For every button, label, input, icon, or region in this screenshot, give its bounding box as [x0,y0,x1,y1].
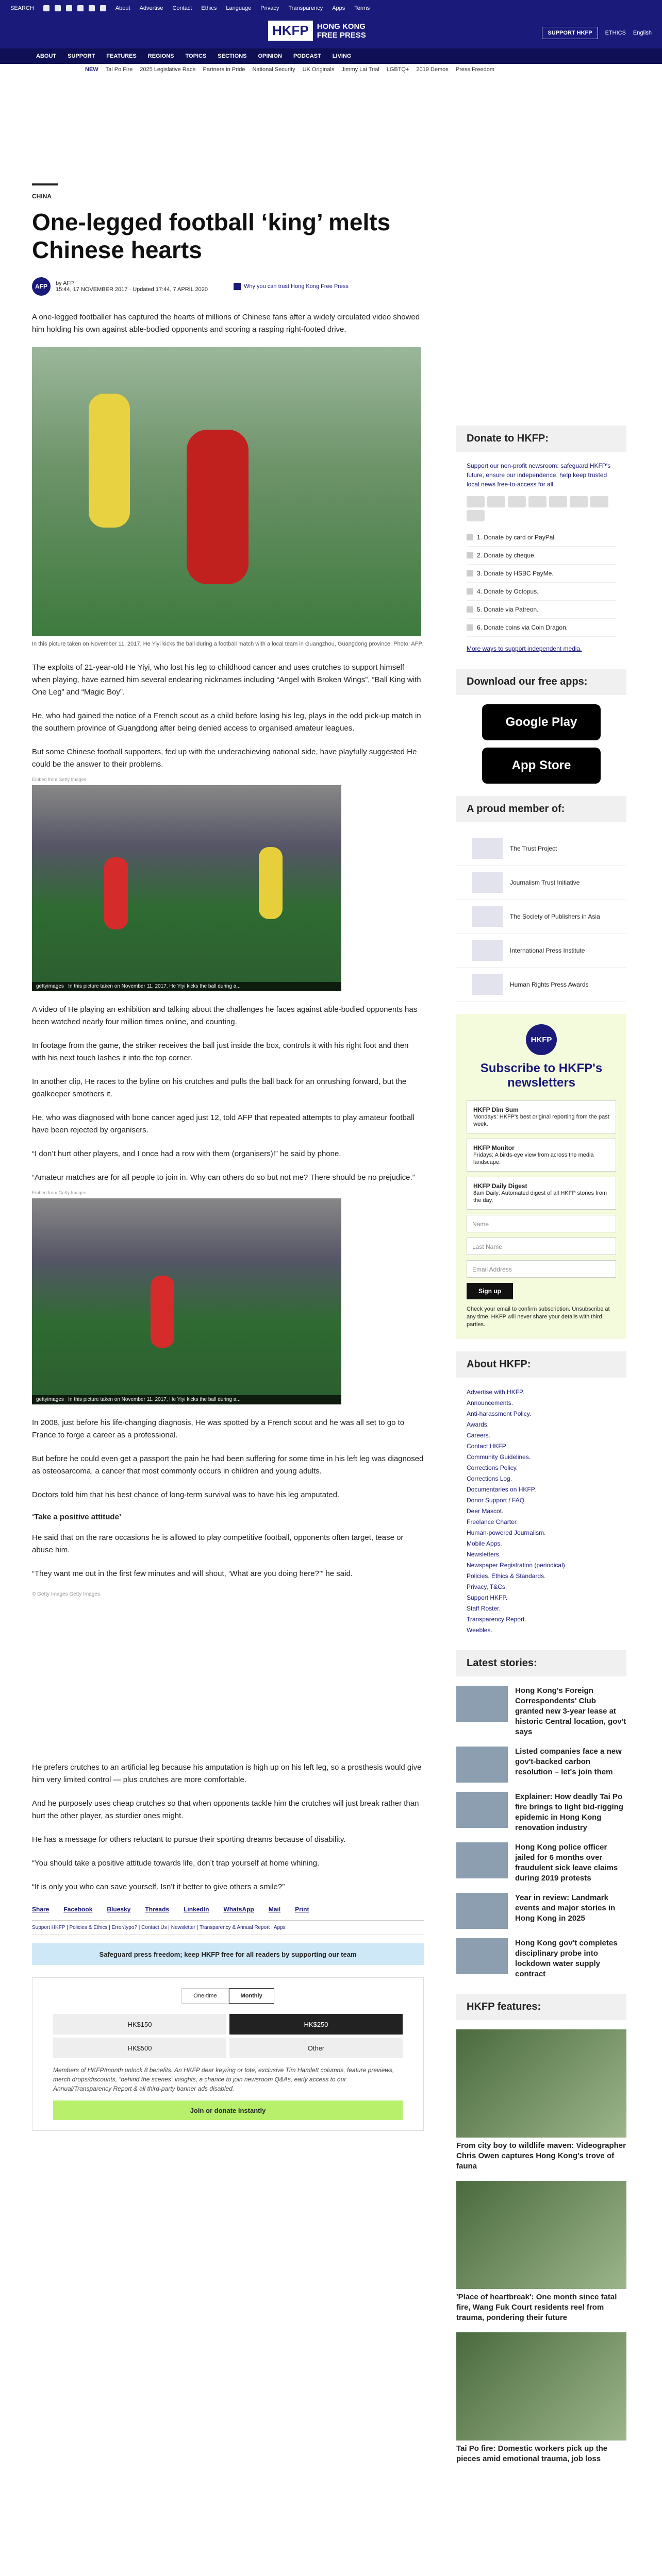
player-figure [104,857,128,929]
feature-image [456,2181,626,2289]
newsletter-heading: Subscribe to HKFP's newsletters [480,1061,603,1090]
embed-tag: Embed from Getty Images [32,777,87,782]
member-logo-icon [472,974,503,995]
donate-way-label: 2. Donate by cheque. [477,552,536,559]
article-dates: 15:44, 17 NOVEMBER 2017 · Updated 17:44, 7 APRIL 2020 [56,286,208,293]
share-whatsapp[interactable]: WhatsApp [223,1906,254,1913]
trust-icon [234,283,241,290]
share-facebook[interactable]: Facebook [63,1906,93,1913]
donate-way-label: 6. Donate coins via Coin Dragon. [477,624,568,631]
card-icon [467,496,485,507]
tag-link[interactable]: National Security [252,66,295,73]
story-title: Listed companies face a new gov't-backed carbon resolution – let's join them [515,1747,622,1776]
member-logo-icon [472,906,503,927]
tag-link[interactable]: Press Freedom [455,66,494,73]
paragraph: But some Chinese football supporters, fed up with the underachieving national side, have playfully suggested He could be the answer to their problems. [32,748,417,769]
nav-opinion[interactable]: OPINION [258,53,282,59]
newsletter-logo: HKFP [526,1024,557,1055]
donate-note: Members of HKFP/month unlock 8 benefits. An HKFP dear keyring or tote, exclusive Tim Hamlett columns, feature previews, merch drops/discounts, “behind the scenes” insights, a chance to join newsroom Q&As, early access to our Annual/Transparency Report & all third-party banner ads disabled. [53,2066,394,2092]
member-logo[interactable] [456,934,626,968]
paragraph: “I don’t hurt other players, and I once had a row with them (organisers)!” he said by phone. [32,1149,341,1158]
story-thumbnail [456,1938,508,1974]
donate-way[interactable] [467,619,616,637]
feature-title: 'Place of heartbreak': One month since fatal fire, Wang Fuk Court residents reel from trauma, pondering their future [456,2293,617,2322]
feature-title: From city boy to wildlife maven: Videographer Chris Owen captures Hong Kong's trove of fauna [456,2141,626,2171]
latest-story[interactable] [456,1747,626,1783]
tag-nav [0,64,662,75]
donate-way[interactable] [467,547,616,565]
getty-embed-1[interactable] [32,777,341,991]
card-icon [570,496,588,507]
tag-link[interactable]: Partners in Pride [203,66,245,73]
nav-features[interactable]: FEATURES [106,53,137,59]
top-bar [0,0,662,16]
amount-option[interactable]: Other [229,2038,403,2058]
newsletter-title: HKFP Monitor [473,1144,515,1151]
embed-note: © Getty Images Getty Images [32,1591,100,1597]
newsletter-note: Check your email to confirm subscription. Unsubscribe at any time. HKFP will never share your details with third parties. [467,1306,610,1328]
member-logo[interactable] [456,866,626,900]
about-heading: About HKFP: [456,1351,626,1378]
paragraph: But before he could even get a passport the pain he had been suffering for some time in his left leg was diagnosed as osteosarcoma, a cancer that most commonly occurs in children and young adults. [32,1454,424,1476]
paragraph: He has a message for others reluctant to pursue their sporting dreams because of disability. [32,1835,346,1844]
about-link[interactable]: Corrections Policy. [467,1464,518,1471]
ethics-link[interactable]: ETHICS [605,30,626,36]
about-link[interactable]: Staff Roster. [467,1605,501,1612]
share-print[interactable]: Print [295,1906,309,1913]
nav-sections[interactable]: SECTIONS [218,53,247,59]
footer-links[interactable]: Support HKFP | Policies & Ethics | Error/typo? | Contact Us | Newsletter | Transparency & Annual Report | Apps [32,1920,424,1935]
checkbox-icon [467,624,473,631]
signup-button[interactable]: Sign up [467,1283,513,1299]
about-link[interactable]: Freelance Charter. [467,1518,518,1526]
paragraph: The exploits of 21-year-old He Yiyi, who lost his leg to childhood cancer and uses crutches to support himself when playing, have earned him several endearing nicknames including “Angel with Broken Wings”, “Ball King with One Leg” and “Magic Boy”. [32,663,421,697]
about-link[interactable]: Weebles. [467,1626,492,1634]
member-logo[interactable] [456,968,626,1002]
story-thumbnail [456,1842,508,1878]
story-thumbnail [456,1686,508,1722]
paragraph: He prefers crutches to an artificial leg because his amputation is high up on his left leg, so a prosthesis would give him very limited control — plus crutches are more comfortable. [32,1763,422,1784]
search-link[interactable]: SEARCH [10,5,34,11]
newsletter-desc: Fridays: A birds-eye view from across the media landscape. [473,1152,594,1165]
member-name: Journalism Trust Initiative [510,878,580,886]
donate-intro[interactable]: Support our non-profit newsroom: safeguard HKFP's future, ensure our independence, help keep trusted local news free-to-access for all. [467,462,611,488]
about-link[interactable]: Deer Mascot. [467,1507,504,1515]
nav-about[interactable]: ABOUT [36,53,57,59]
share-bar [32,1906,424,1913]
topbar-link-terms[interactable]: Terms [354,5,370,11]
donate-way[interactable] [467,601,616,619]
embed-caption [32,982,341,991]
logo-line2: FREE PRESS [317,30,366,40]
email-field[interactable]: Email Address [467,1260,616,1278]
about-list [456,1387,626,1636]
checkbox-icon [467,570,473,577]
card-icon [549,496,567,507]
newsletter-desc: Mondays: HKFP's best original reporting from the past week. [473,1114,609,1127]
payment-icons [467,496,616,521]
feature-title: Tai Po fire: Domestic workers pick up the pieces amid emotional trauma, job loss [456,2444,608,2463]
nav-topics[interactable]: TOPICS [185,53,207,59]
article-main [32,183,424,2131]
getty-logo: gettyimages [36,1397,64,1402]
member-name: Human Rights Press Awards [510,980,589,988]
about-link[interactable]: Newspaper Registration (periodical). [467,1562,567,1569]
amount-grid [53,2014,403,2058]
latest-story[interactable] [456,1938,626,1979]
paragraph: A one-legged footballer has captured the hearts of millions of Chinese fans after a widely circulated video showed him holding his own against able-bodied opponents and scoring a rasping right-footed drive. [32,313,420,334]
tag-link[interactable]: 2025 Legislative Race [140,66,196,73]
donate-way-label: 4. Donate by Octopus. [477,588,539,595]
member-logo-icon [472,872,503,893]
topbar-link-language[interactable]: Language [226,5,252,11]
tag-link[interactable]: Tai Po Fire [105,66,133,73]
donate-way[interactable] [467,565,616,583]
about-link[interactable]: Transparency Report. [467,1616,526,1623]
paragraph: “Amateur matches are for all people to join in. Why can others do so but not me? There should be no prejudice.” [32,1173,415,1182]
topbar-link-contact[interactable]: Contact [172,5,192,11]
byline [32,277,424,296]
about-link[interactable]: Advertise with HKFP. [467,1388,524,1396]
feature-story[interactable] [456,2181,626,2323]
story-title: Hong Kong gov't completes disciplinary probe into lockdown water supply contract [515,1939,618,1978]
paragraph: He, who was diagnosed with bone cancer aged just 12, told AFP that repeated attempts to play amateur football have been rejected by organisers. [32,1113,415,1134]
google-play-badge[interactable]: Google Play [482,704,601,740]
about-link[interactable]: Privacy, T&Cs. [467,1583,507,1590]
youtube-icon[interactable] [77,5,84,11]
features-heading: HKFP features: [456,1994,626,2020]
share-label: Share [32,1906,49,1913]
newsletter-title: HKFP Dim Sum [473,1106,519,1113]
feature-story[interactable] [456,2332,626,2464]
player-figure [151,1276,174,1348]
frequency-toggle [53,1988,403,2004]
about-link[interactable]: Careers. [467,1432,491,1439]
paragraph: And he purposely uses cheap crutches so that when opponents tackle him the crutches will just break rather than hurt the other player, as sturdier ones might. [32,1799,419,1820]
paragraph: In another clip, He races to the byline on his crutches and pulls the ball back for an onrushing forward, but the goalkeeper smothers it. [32,1077,407,1098]
donate-way[interactable] [467,583,616,601]
getty-logo: gettyimages [36,984,64,989]
category-nav [0,48,662,64]
donate-way-label: 5. Donate via Patreon. [477,606,539,613]
trust-link[interactable] [234,283,349,290]
topbar-link-transparency[interactable]: Transparency [288,5,323,11]
paragraph: He, who had gained the notice of a French scout as a child before losing his leg, plays in the odd pick-up match in the southern province of Guangdong after being denied access to organised amateur leagues. [32,711,421,733]
more-ways-link[interactable]: More ways to support independent media. [467,645,582,652]
about-link[interactable]: Corrections Log. [467,1475,512,1482]
about-link[interactable]: Awards. [467,1421,489,1428]
author-name[interactable]: by AFP [56,280,74,286]
latest-story[interactable] [456,1893,626,1929]
story-thumbnail [456,1747,508,1783]
checkbox-icon [467,606,473,613]
safeguard-banner[interactable]: Safeguard press freedom; keep HKFP free for all readers by supporting our team [32,1943,424,1965]
about-link[interactable]: Donor Support / FAQ. [467,1497,526,1504]
language-link[interactable]: English [633,30,652,36]
freq-monthly[interactable]: Monthly [229,1988,274,2004]
about-link[interactable]: Documentaries on HKFP. [467,1486,536,1493]
share-mail[interactable]: Mail [268,1906,281,1913]
nav-living[interactable]: LIVING [332,53,352,59]
about-link[interactable]: Human-powered Journalism. [467,1529,546,1536]
member-name: The Trust Project [510,844,557,852]
author-avatar: AFP [32,277,51,296]
member-logo-icon [472,940,503,961]
topbar-link-ethics[interactable]: Ethics [201,5,217,11]
member-logo[interactable] [456,900,626,934]
donate-box [32,1977,424,2131]
nav-regions[interactable]: REGIONS [147,53,174,59]
feature-image [456,2332,626,2441]
paragraph: “It is only you who can save yourself. Isn’t it better to give others a smile?” [32,1883,285,1891]
tag-link[interactable]: LGBTQ+ [386,66,409,73]
story-title: Explainer: How deadly Tai Po fire brings to light bid-rigging epidemic in Hong Kong renovation industry [515,1792,623,1832]
embed-caption-text: In this picture taken on November 11, 2017, He Yiyi kicks the ball during a... [68,984,241,989]
about-link[interactable]: Anti-harassment Policy. [467,1410,532,1417]
latest-story[interactable] [456,1842,626,1884]
name-field[interactable]: Name [467,1215,616,1232]
embed-caption [32,1395,341,1404]
card-icon [467,510,485,521]
about-link[interactable]: Newsletters. [467,1551,501,1558]
trust-link-label: Why you can trust Hong Kong Free Press [243,283,349,290]
donate-way-label: 3. Donate by HSBC PayMe. [477,570,554,577]
latest-heading: Latest stories: [456,1650,626,1676]
about-link[interactable]: Mobile Apps. [467,1540,502,1547]
paragraph: He said that on the rare occasions he is allowed to play competitive football, opponents often target, tease or abuse him. [32,1533,404,1554]
topbar-link-about[interactable]: About [115,5,130,11]
tag-link[interactable]: UK Originals [302,66,335,73]
last-name-field[interactable]: Last Name [467,1238,616,1255]
logo-box: HKFP [268,21,313,41]
donate-ways [467,529,616,637]
sidebar [456,426,626,2473]
player-figure [259,847,283,919]
donate-widget [456,461,626,653]
article-title: One-legged football ‘king’ melts Chinese hearts [32,209,391,263]
share-linkedin[interactable]: LinkedIn [184,1906,209,1913]
story-title: Hong Kong's Foreign Correspondents' Club granted new 3-year lease at historic Central location, gov't says [515,1686,626,1736]
facebook-icon[interactable] [43,5,49,11]
donate-heading: Donate to HKFP: [456,426,626,452]
topbar-link-apps[interactable]: Apps [332,5,345,11]
logo-line1: HONG KONG [317,22,366,31]
checkbox-icon [467,534,473,540]
story-thumbnail [456,1792,508,1828]
story-title: Year in review: Landmark events and major stories in Hong Kong in 2025 [515,1893,616,1923]
lead-photo-caption: In this picture taken on November 11, 2017, He Yiyi kicks the ball during a football match with a local team in Guangzhou, Guangdong province. Photo: AFP. [32,641,423,647]
paragraph: “You should take a positive attitude towards life, don’t trap yourself at home whining. [32,1859,320,1868]
newsletter-option[interactable] [467,1177,616,1210]
instagram-icon[interactable] [66,5,72,11]
logo-text [317,22,366,40]
latest-story[interactable] [456,1792,626,1833]
card-icon [528,496,547,507]
player-red-figure [187,430,249,584]
paragraph: In 2008, just before his life-changing diagnosis, He was spotted by a French scout and he was all set to go to France to forge a career as a professional. [32,1418,405,1439]
getty-embed-2[interactable] [32,1190,341,1404]
share-threads[interactable]: Threads [145,1906,170,1913]
donate-way[interactable] [467,529,616,547]
card-icon [487,496,505,507]
about-link[interactable]: Contact HKFP. [467,1443,507,1450]
x-icon[interactable] [55,5,61,11]
about-link[interactable]: Announcements. [467,1399,514,1406]
bluesky-icon[interactable] [100,5,106,11]
newsletter-title: HKFP Daily Digest [473,1182,527,1190]
embed-tag: Embed from Getty Images [32,1190,87,1195]
masthead [0,16,662,48]
masthead-right [542,27,652,39]
hkfp-logo[interactable] [268,21,366,41]
freq-one-time[interactable]: One-time [181,1988,228,2004]
donate-button[interactable]: Join or donate instantly [53,2100,403,2120]
amount-option[interactable]: HK$500 [53,2038,226,2058]
latest-story[interactable] [456,1686,626,1737]
app-store-badge[interactable]: App Store [482,748,601,784]
amount-option[interactable]: HK$250 [229,2014,403,2035]
member-name: The Society of Publishers in Asia [510,912,600,920]
embed-caption-text: In this picture taken on November 11, 2017, He Yiyi kicks the ball during a... [68,1397,241,1402]
donate-way-label: 1. Donate by card or PayPal. [477,534,556,541]
feature-image [456,2029,626,2138]
newsletter-box [456,1014,626,1339]
card-icon [508,496,526,507]
apps-heading: Download our free apps: [456,669,626,695]
amount-option[interactable]: HK$150 [53,2014,226,2035]
paragraph: Doctors told him that his best chance of long-term survival was to have his leg amputated. [32,1490,340,1499]
paragraph: A video of He playing an exhibition and talking about the challenges he faces against able-bodied opponents has been watched nearly four million times online, and counting. [32,1005,418,1026]
video-embed-placeholder[interactable] [32,1591,424,1761]
nav-support[interactable]: SUPPORT [68,53,95,59]
member-logo[interactable] [456,832,626,866]
threads-icon[interactable] [89,5,95,11]
checkbox-icon [467,552,473,558]
article-category[interactable]: CHINA [32,183,58,200]
share-bluesky[interactable]: Bluesky [107,1906,131,1913]
card-icon [590,496,608,507]
newsletter-option[interactable] [467,1100,616,1133]
about-link[interactable]: Policies, Ethics & Standards. [467,1572,546,1580]
about-link[interactable]: Community Guidelines. [467,1453,531,1461]
byline-text [56,280,208,293]
lead-photo [32,347,421,636]
paragraph: “They want me out in the first few minutes and will shout, ‘What are you doing here?’” he said. [32,1569,353,1578]
story-thumbnail [456,1893,508,1929]
topbar-link-advertise[interactable]: Advertise [139,5,163,11]
story-title: Hong Kong police officer jailed for 6 months over fraudulent sick leave claims during 2019 protests [515,1843,618,1883]
support-hkfp-button[interactable]: SUPPORT HKFP [542,27,598,39]
tag-link[interactable]: 2019 Demos [416,66,449,73]
feature-story[interactable] [456,2029,626,2172]
checkbox-icon [467,588,473,595]
member-heading: A proud member of: [456,796,626,822]
newsletter-desc: 8am Daily: Automated digest of all HKFP stories from the day. [473,1190,607,1204]
social-icons [43,5,106,11]
paragraph: In footage from the game, the striker receives the ball just inside the box, controls it with his right foot and then with his next touch lashes it into the top corner. [32,1041,409,1062]
member-name: International Press Institute [510,946,585,954]
newsletter-option[interactable] [467,1139,616,1172]
nav-podcast[interactable]: PODCAST [293,53,321,59]
subheading: ‘Take a positive attitude’ [32,1513,122,1521]
member-logo-icon [472,838,503,859]
topbar-link-privacy[interactable]: Privacy [260,5,279,11]
about-link[interactable]: Support HKFP. [467,1594,508,1601]
tag-link[interactable]: Jimmy Lai Trial [341,66,379,73]
player-yellow-figure [89,394,130,528]
new-badge: NEW [85,66,98,73]
